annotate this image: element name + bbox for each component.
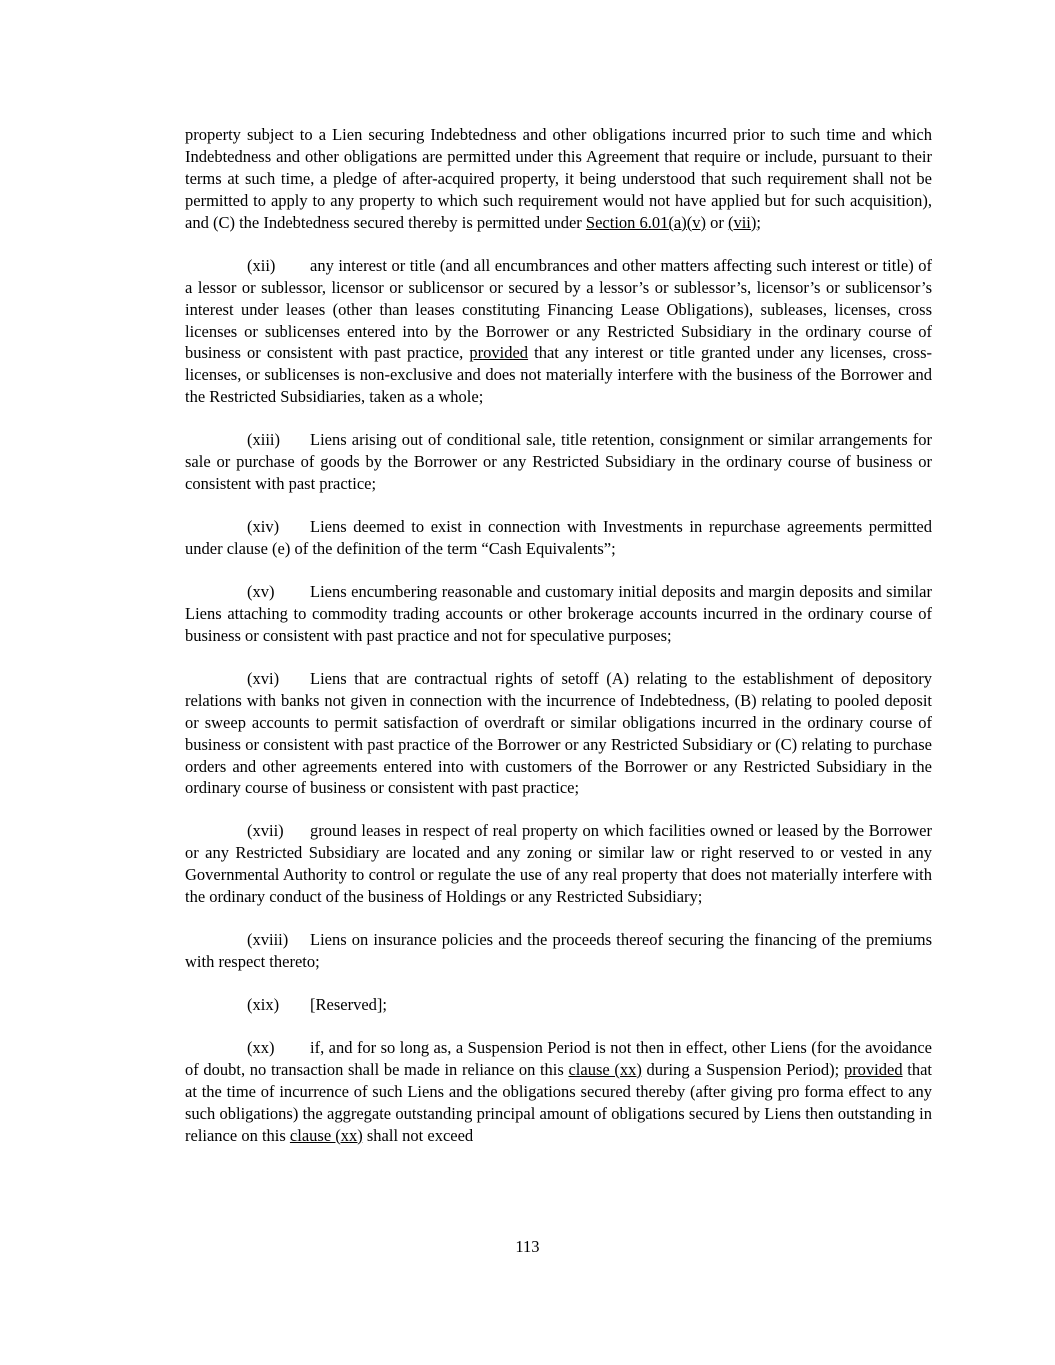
clause-label: (xiv): [247, 517, 280, 537]
underlined-text: clause (xx): [289, 1125, 363, 1145]
underlined-text: (vii): [727, 212, 757, 232]
text-run: [Reserved];: [310, 995, 387, 1014]
text-run: during a Suspension Period);: [641, 1059, 844, 1079]
text-run: or: [705, 212, 728, 232]
text-run: any interest or title (and all encumbrances and other matters affecting such interest or title) of a lessor or sublessor, licensor or sublicensor or secured by a lessor’s or sublessor’s, licensor’s or sublicensor’s interest under leases (other than leases constituting Financing Lease Obligations), subleases, licenses, cross licenses or sublicenses entered into by the Borrower or any Restricted Subsidiary in the ordinary course of business or consistent with past practice,: [185, 255, 932, 363]
text-run: Liens that are contractual rights of setoff (A) relating to the establishment of depository relations with banks not given in connection with the incurrence of Indebtedness, (B) relating to pooled deposit or sweep accounts to permit satisfaction of overdraft or similar obligations incurred in the ordinary course of business or consistent with past practice of the Borrower or any Restricted Subsidiary or (C) relating to purchase orders and other agreements entered into with customers of the Borrower or any Restricted Subsidiary in the ordinary course of business or consistent with past practice;: [185, 668, 932, 798]
underlined-text: clause (xx): [568, 1059, 642, 1079]
paragraph: [185, 516, 932, 560]
underlined-text: Section 6.01(a)(v): [585, 212, 706, 232]
paragraph: [185, 994, 932, 1016]
clause-label: (xx): [247, 1037, 275, 1057]
clause-label: (xvi): [247, 668, 280, 688]
text-run: Liens arising out of conditional sale, title retention, consignment or similar arrangements for sale or purchase of goods by the Borrower or any Restricted Subsidiary in the ordinary course of business or consistent with past practice;: [185, 430, 932, 494]
page-number: 113: [515, 1237, 540, 1256]
paragraph: [185, 255, 932, 409]
clause-label: (xiii): [247, 430, 280, 450]
underlined-text: provided: [469, 343, 529, 363]
paragraph: [185, 820, 932, 908]
paragraph: [185, 124, 932, 234]
clause-label: (xviii): [247, 930, 289, 950]
clause-label: (xii): [247, 255, 276, 275]
paragraph: [185, 581, 932, 647]
document-body: [185, 124, 932, 1168]
clause-label: (xix): [247, 995, 280, 1014]
underlined-text: provided: [843, 1059, 903, 1079]
text-run: Liens on insurance policies and the proceeds thereof securing the financing of the premiums with respect thereto;: [185, 930, 932, 972]
paragraph: [185, 429, 932, 495]
text-run: property subject to a Lien securing Indebtedness and other obligations incurred prior to such time and which Indebtedness and other obligations are permitted under this Agreement that require or include, pursuant to their terms at such time, a pledge of after-acquired property, it being understood that such requirement shall not be permitted to apply to any property to which such requirement would not have applied but for such acquisition), and (C) the Indebtedness secured thereby is permitted under: [185, 125, 932, 232]
paragraph: [185, 929, 932, 973]
clause-label: (xvii): [247, 821, 284, 841]
paragraph: [185, 1037, 932, 1147]
text-run: ;: [756, 212, 761, 232]
text-run: that at the time of incurrence of such Liens and the obligations secured thereby (after giving pro forma effect to any such obligations) the aggregate outstanding principal amount of obligations secured by Liens then outstanding in reliance on this: [185, 1059, 932, 1145]
text-run: ground leases in respect of real property on which facilities owned or leased by the Borrower or any Restricted Subsidiary are located and any zoning or similar law or right reserved to or vested in any Governmental Authority to control or regulate the use of any real property that does not materially interfere with the ordinary conduct of the business of Holdings or any Restricted Subsidiary;: [185, 821, 932, 907]
text-run: if, and for so long as, a Suspension Period is not then in effect, other Liens (for the avoidance of doubt, no transaction shall be made in reliance on this: [185, 1037, 932, 1079]
text-run: Liens encumbering reasonable and customary initial deposits and margin deposits and similar Liens attaching to commodity trading accounts or other brokerage accounts incurred in the ordinary course of business or consistent with past practice and not for speculative purposes;: [185, 581, 932, 645]
text-run: Liens deemed to exist in connection with Investments in repurchase agreements permitted under clause (e) of the definition of the term “Cash Equivalents”;: [185, 517, 932, 558]
text-run: that any interest or title granted under any licenses, cross-licenses, or sublicenses is non-exclusive and does not materially interfere with the business of the Borrower and the Restricted Subsidiaries, taken as a whole;: [185, 343, 933, 407]
text-run: shall not exceed: [362, 1125, 474, 1145]
paragraph: [185, 668, 932, 800]
clause-label: (xv): [247, 581, 275, 601]
